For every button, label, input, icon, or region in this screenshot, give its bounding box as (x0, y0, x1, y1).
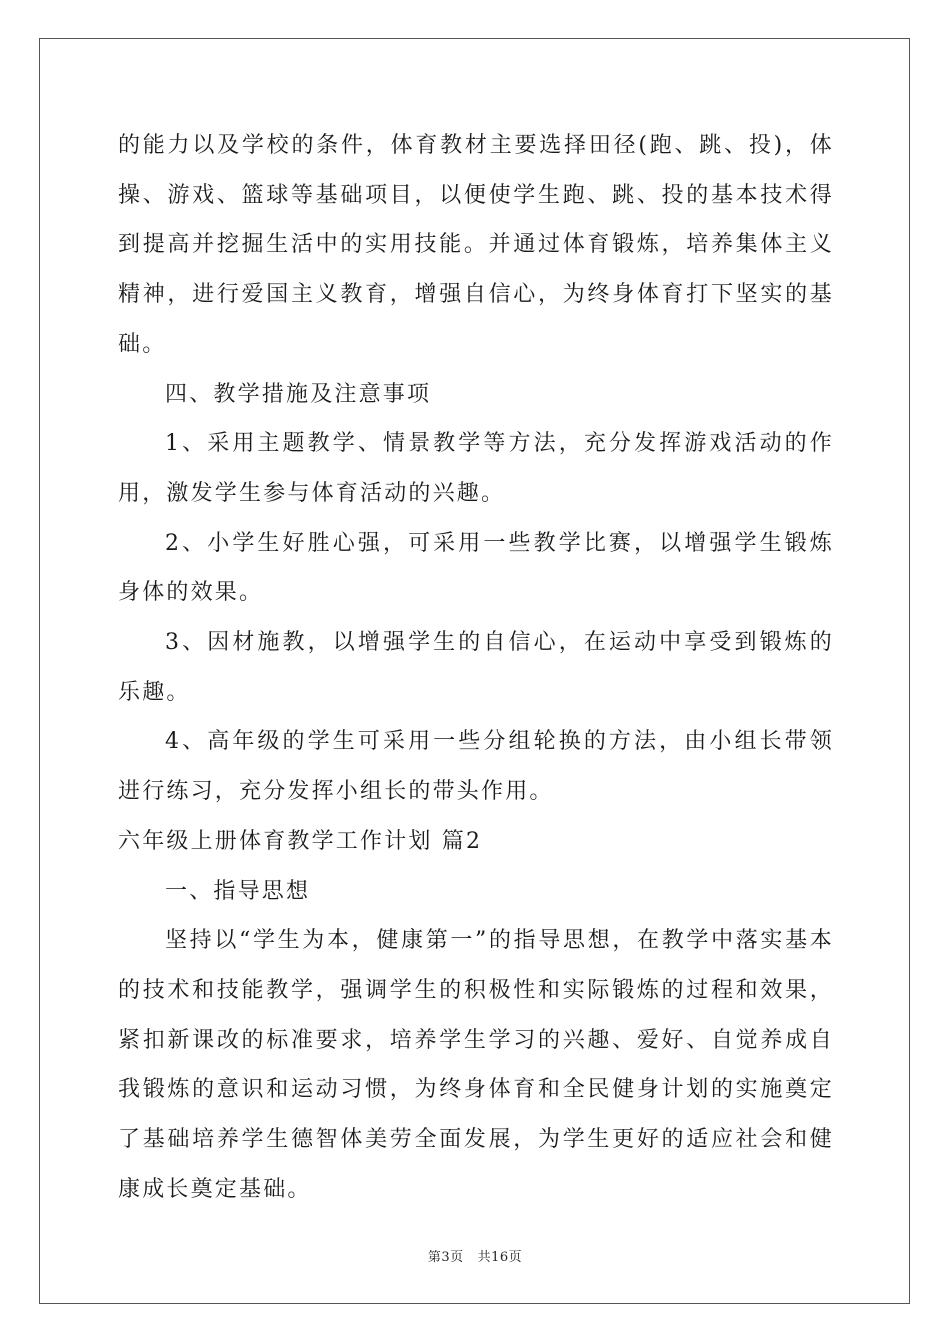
page-number: 第3页 (427, 1250, 464, 1265)
page-footer (0, 1246, 950, 1265)
measure-item-1: 1、采用主题教学、情景教学等方法，充分发挥游戏活动的作用，激发学生参与体育活动的兴趣。 (118, 431, 834, 506)
section-heading-guiding-idea: 一、指导思想 (165, 878, 311, 904)
paragraph-guiding-idea: 坚持以“学生为本，健康第一”的指导思想，在教学中落实基本的技术和技能教学，强调学生的积极性和实际锻炼的过程和效果，紧扣新课改的标准要求，培养学生学习的兴趣、爱好、自觉养成自我锻炼的意识和运动习惯，为终身体育和全民健身计划的实施奠定了基础培养学生德智体美劳全面发展，为学生更好的适应社会和健康成长奠定基础。 (118, 928, 834, 1202)
measure-item-3: 3、因材施教，以增强学生的自信心，在运动中享受到锻炼的乐趣。 (118, 630, 834, 705)
paragraph-sports-content: 的能力以及学校的条件，体育教材主要选择田径(跑、跳、投)，体操、游戏、篮球等基础项目，以便使学生跑、跳、投的基本技术得到提高并挖掘生活中的实用技能。并通过体育锻炼，培养集体主义精神，进行爱国主义教育，增强自信心，为终身体育打下坚实的基础。 (118, 133, 834, 357)
measure-item-4: 4、高年级的学生可采用一些分组轮换的方法，由小组长带领进行练习，充分发挥小组长的带头作用。 (118, 729, 834, 805)
section-heading-measures: 四、教学措施及注意事项 (165, 381, 432, 407)
measure-item-2: 2、小学生好胜心强，可采用一些教学比赛，以增强学生锻炼身体的效果。 (118, 530, 834, 606)
plan-title-part-2: 六年级上册体育教学工作计划 篇2 (118, 828, 483, 854)
document-body (118, 121, 834, 1214)
page-total: 共16页 (477, 1250, 523, 1265)
